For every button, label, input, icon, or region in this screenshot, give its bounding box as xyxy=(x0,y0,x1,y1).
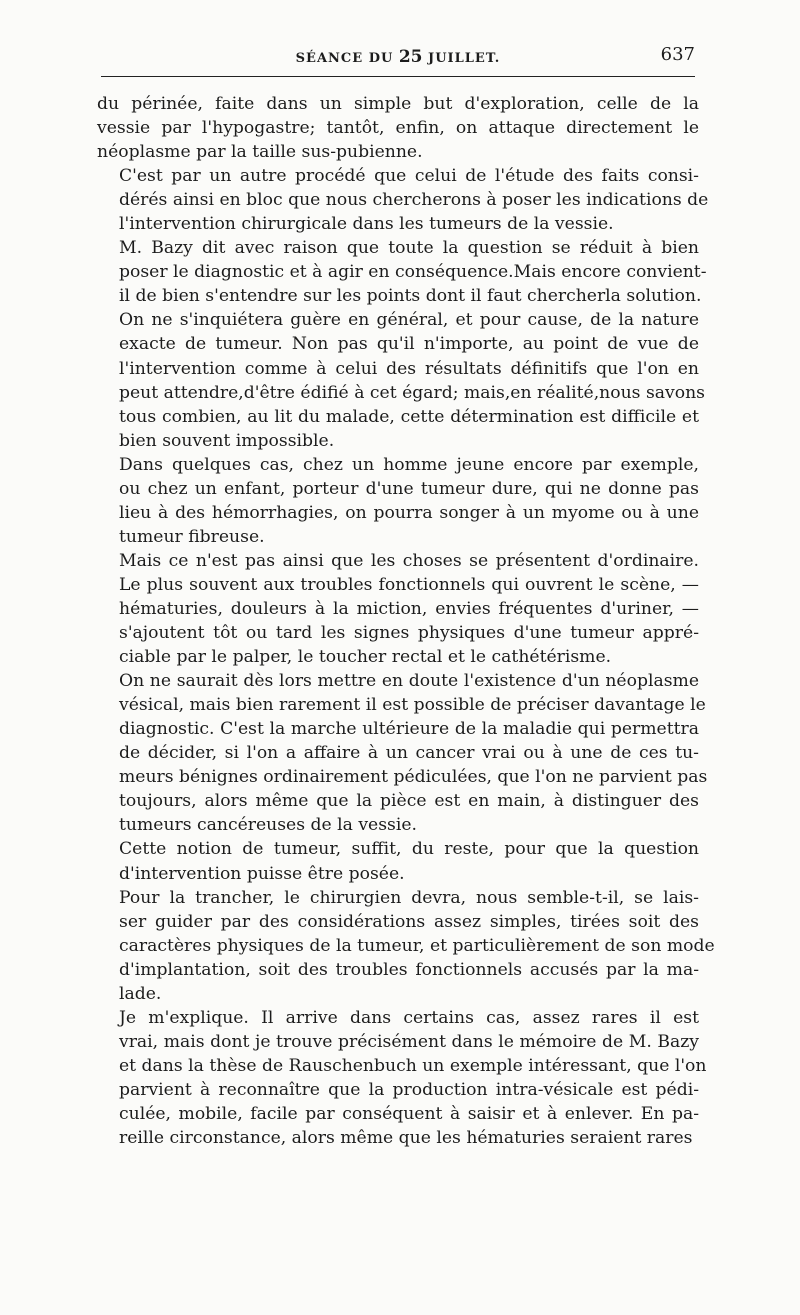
running-title-part-a: SÉANCE DU xyxy=(295,51,394,66)
text-line: Le plus souvent aux troubles fonctionnels qui ouvrent le scène, — xyxy=(119,574,699,595)
text-line: tous combien, au lit du malade, cette détermination est difficile et xyxy=(119,406,699,427)
text-line: néoplasme par la taille sus-pubienne. xyxy=(97,142,423,163)
header-rule xyxy=(101,76,695,77)
text-line: parvient à reconnaître que la production intra-vésicale est pédi- xyxy=(119,1079,699,1100)
text-line: Cette notion de tumeur, suffit, du reste, pour que la question xyxy=(119,839,699,860)
text-line: ser guider par des considérations assez simples, tirées soit des xyxy=(119,911,699,932)
text-line: toujours, alors même que la pièce est en main, à distinguer des xyxy=(119,791,699,812)
text-line: On ne saurait dès lors mettre en doute l'existence d'un néoplasme xyxy=(119,671,699,692)
paragraph xyxy=(97,886,715,1006)
text-line: culée, mobile, facile par conséquent à saisir et à enlever. En pa- xyxy=(119,1103,699,1124)
text-line: d'intervention puisse être posée. xyxy=(119,863,405,884)
text-line: tumeurs cancéreuses de la vessie. xyxy=(119,815,417,836)
paragraph xyxy=(97,1006,707,1150)
paragraph xyxy=(97,308,705,452)
text-line: M. Bazy dit avec raison que toute la question se réduit à bien xyxy=(119,238,699,259)
running-title-number: 25 xyxy=(398,47,423,67)
paragraph xyxy=(97,837,699,885)
text-line: ou chez un enfant, porteur d'une tumeur dure, qui ne donne pas xyxy=(119,478,699,499)
text-line: l'intervention comme à celui des résultats définitifs que l'on en xyxy=(119,358,699,379)
text-line: Je m'explique. Il arrive dans certains cas, assez rares il est xyxy=(119,1007,699,1028)
text-line: meurs bénignes ordinairement pédiculées, que l'on ne parvient pas xyxy=(119,767,708,788)
paragraph xyxy=(97,669,708,837)
text-line: Dans quelques cas, chez un homme jeune encore par exemple, xyxy=(119,454,699,475)
text-line: C'est par un autre procédé que celui de l'étude des faits consi- xyxy=(119,166,699,187)
paragraph xyxy=(97,549,699,669)
page-header xyxy=(101,44,695,73)
text-line: il de bien s'entendre sur les points dont il faut chercherla solution. xyxy=(119,286,702,307)
body-text xyxy=(97,92,715,1150)
text-line: Pour la trancher, le chirurgien devra, nous semble-t-il, se lais- xyxy=(119,887,699,908)
paragraph xyxy=(97,164,709,236)
text-line: s'ajoutent tôt ou tard les signes physiques d'une tumeur appré- xyxy=(119,623,699,644)
text-line: caractères physiques de la tumeur, et particulièrement de son mode xyxy=(119,935,715,956)
text-line: dérés ainsi en bloc que nous chercherons à poser les indications de xyxy=(119,190,709,211)
text-line: vrai, mais dont je trouve précisément dans le mémoire de M. Bazy xyxy=(119,1031,699,1052)
text-line: tumeur fibreuse. xyxy=(119,526,265,547)
paragraph xyxy=(97,92,699,164)
text-line: de décider, si l'on a affaire à un cancer vrai ou à une de ces tu- xyxy=(119,743,699,764)
text-line: lieu à des hémorrhagies, on pourra songer à un myome ou à une xyxy=(119,502,699,523)
page-number: 637 xyxy=(660,44,695,65)
text-line: ciable par le palper, le toucher rectal et le cathétérisme. xyxy=(119,647,612,668)
text-line: diagnostic. C'est la marche ultérieure de la maladie qui permettra xyxy=(119,719,699,740)
text-line: du périnée, faite dans un simple but d'exploration, celle de la xyxy=(97,94,699,114)
text-line: exacte de tumeur. Non pas qu'il n'importe, au point de vue de xyxy=(119,334,699,355)
running-title-part-b: JUILLET. xyxy=(428,51,501,66)
text-line: peut attendre,d'être édifié à cet égard; mais,en réalité,nous savons xyxy=(119,382,705,403)
text-line: Mais ce n'est pas ainsi que les choses se présentent d'ordinaire. xyxy=(119,550,699,571)
text-line: hématuries, douleurs à la miction, envies fréquentes d'uriner, — xyxy=(119,598,699,619)
text-line: l'intervention chirurgicale dans les tumeurs de la vessie. xyxy=(119,214,614,235)
running-title xyxy=(101,47,695,67)
text-line: bien souvent impossible. xyxy=(119,430,335,451)
paragraph xyxy=(97,453,699,549)
text-line: vessie par l'hypogastre; tantôt, enfin, on attaque directement le xyxy=(97,118,699,139)
text-line: et dans la thèse de Rauschenbuch un exemple intéressant, que l'on xyxy=(119,1055,707,1076)
text-line: lade. xyxy=(119,983,162,1004)
text-line: reille circonstance, alors même que les hématuries seraient rares xyxy=(119,1128,693,1149)
paragraph xyxy=(97,236,707,308)
text-line: vésical, mais bien rarement il est possible de préciser davantage le xyxy=(119,695,706,716)
text-line: poser le diagnostic et à agir en conséquence.Mais encore convient- xyxy=(119,262,707,283)
text-line: d'implantation, soit des troubles fonctionnels accusés par la ma- xyxy=(119,959,699,980)
text-line: On ne s'inquiétera guère en général, et pour cause, de la nature xyxy=(119,310,699,331)
